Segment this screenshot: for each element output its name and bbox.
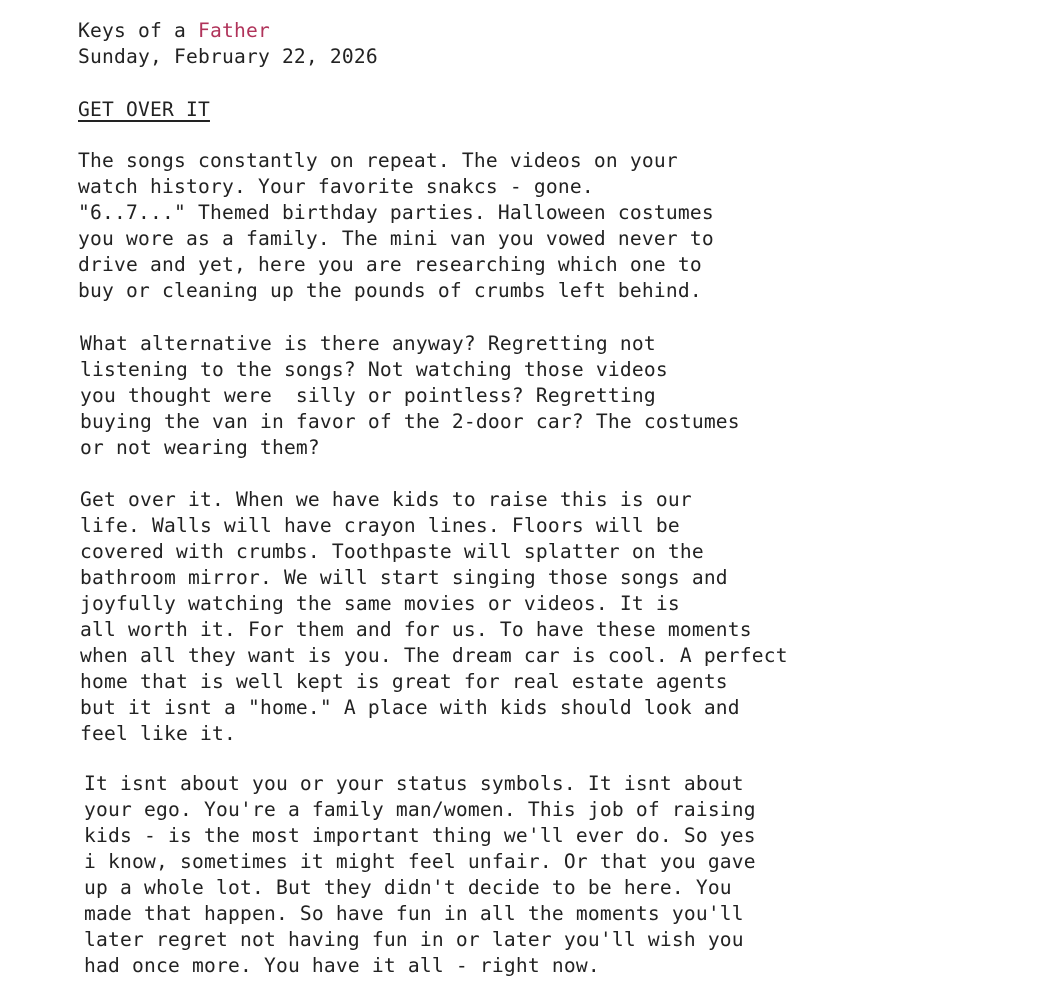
paragraph-2-line-5: or not wearing them?	[80, 436, 320, 459]
paragraph-3-line-7: when all they want is you. The dream car is cool. A perfect	[80, 644, 788, 667]
paragraph-3-line-2: life. Walls will have crayon lines. Floors will be	[80, 514, 680, 537]
paragraph-3-line-9: but it isnt a "home." A place with kids should look and	[80, 696, 740, 719]
paragraph-3-line-5: joyfully watching the same movies or videos. It is	[80, 592, 680, 615]
paragraph-1-line-5: drive and yet, here you are researching which one to	[78, 253, 702, 276]
section-heading: GET OVER IT	[78, 98, 210, 121]
paragraph-1-line-2: watch history. Your favorite snakcs - gone.	[78, 175, 594, 198]
paragraph-3-line-1: Get over it. When we have kids to raise this is our	[80, 488, 692, 511]
paragraph-4-line-1: It isnt about you or your status symbols. It isnt about	[84, 772, 744, 795]
paragraph-2-line-2: listening to the songs? Not watching those videos	[80, 358, 668, 381]
paragraph-3-line-3: covered with crumbs. Toothpaste will splatter on the	[80, 540, 704, 563]
document-date: Sunday, February 22, 2026	[78, 45, 378, 68]
paragraph-1-line-6: buy or cleaning up the pounds of crumbs left behind.	[78, 279, 702, 302]
paragraph-4-line-5: up a whole lot. But they didn't decide to be here. You	[84, 876, 732, 899]
paragraph-4-line-4: i know, sometimes it might feel unfair. Or that you gave	[84, 850, 756, 873]
title-accent-word: Father	[197, 19, 270, 42]
paragraph-4-line-2: your ego. You're a family man/women. This job of raising	[84, 798, 756, 821]
paragraph-4-line-7: later regret not having fun in or later you'll wish you	[84, 928, 744, 951]
paragraph-3-line-6: all worth it. For them and for us. To have these moments	[80, 618, 752, 641]
paragraph-3-line-8: home that is well kept is great for real estate agents	[80, 670, 728, 693]
paragraph-1-line-1: The songs constantly on repeat. The videos on your	[78, 149, 678, 172]
paragraph-4-line-8: had once more. You have it all - right now.	[84, 954, 600, 977]
title-prefix: Keys of a	[78, 19, 198, 42]
paragraph-3-line-4: bathroom mirror. We will start singing those songs and	[80, 566, 728, 589]
paragraph-2-line-4: buying the van in favor of the 2-door car? The costumes	[80, 410, 740, 433]
paragraph-4-line-6: made that happen. So have fun in all the moments you'll	[84, 902, 744, 925]
paragraph-4-line-3: kids - is the most important thing we'll ever do. So yes	[84, 824, 756, 847]
paragraph-1-line-3: "6..7..." Themed birthday parties. Halloween costumes	[78, 201, 714, 224]
document-title	[78, 18, 270, 44]
paragraph-2-line-1: What alternative is there anyway? Regretting not	[80, 332, 656, 355]
paragraph-2-line-3: you thought were silly or pointless? Regretting	[80, 384, 656, 407]
paragraph-3-line-10: feel like it.	[80, 722, 236, 745]
paragraph-1-line-4: you wore as a family. The mini van you vowed never to	[78, 227, 714, 250]
